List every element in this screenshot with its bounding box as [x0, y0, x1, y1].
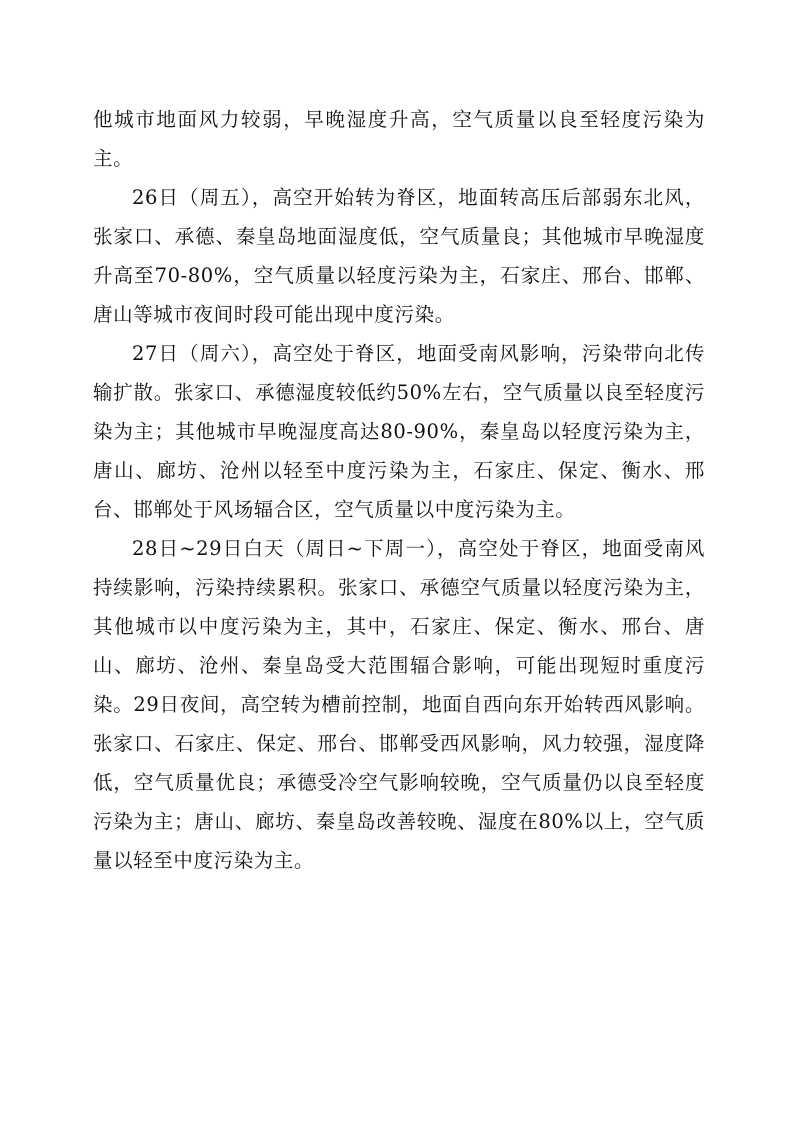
document-body: [93, 100, 705, 880]
paragraph-continuation: 他城市地面风力较弱，早晚湿度升高，空气质量以良至轻度污染为主。: [93, 108, 705, 170]
paragraph-day-27: 27日（周六），高空处于脊区，地面受南风影响，污染带向北传输扩散。张家口、承德湿度较低约50%左右，空气质量以良至轻度污染为主；其他城市早晚湿度高达80-90%，秦皇岛以轻度污染为主，唐山、廊坊、沧州以轻至中度污染为主，石家庄、保定、衡水、邢台、邯郸处于风场辐合区，空气质量以中度污染为主。: [93, 342, 705, 521]
paragraph-day-26: 26日（周五），高空开始转为脊区，地面转高压后部弱东北风，张家口、承德、秦皇岛地面湿度低，空气质量良；其他城市早晚湿度升高至70-80%，空气质量以轻度污染为主，石家庄、邢台、邯郸、唐山等城市夜间时段可能出现中度污染。: [93, 186, 705, 326]
paragraph-day-28-29: 28日~29日白天（周日~下周一），高空处于脊区，地面受南风持续影响，污染持续累积。张家口、承德空气质量以轻度污染为主，其他城市以中度污染为主，其中，石家庄、保定、衡水、邢台、唐山、廊坊、沧州、秦皇岛受大范围辐合影响，可能出现短时重度污染。29日夜间，高空转为槽前控制，地面自西向东开始转西风影响。张家口、石家庄、保定、邢台、邯郸受西风影响，风力较强，湿度降低，空气质量优良；承德受冷空气影响较晚，空气质量仍以良至轻度污染为主；唐山、廊坊、秦皇岛改善较晚、湿度在80%以上，空气质量以轻至中度污染为主。: [93, 537, 705, 872]
